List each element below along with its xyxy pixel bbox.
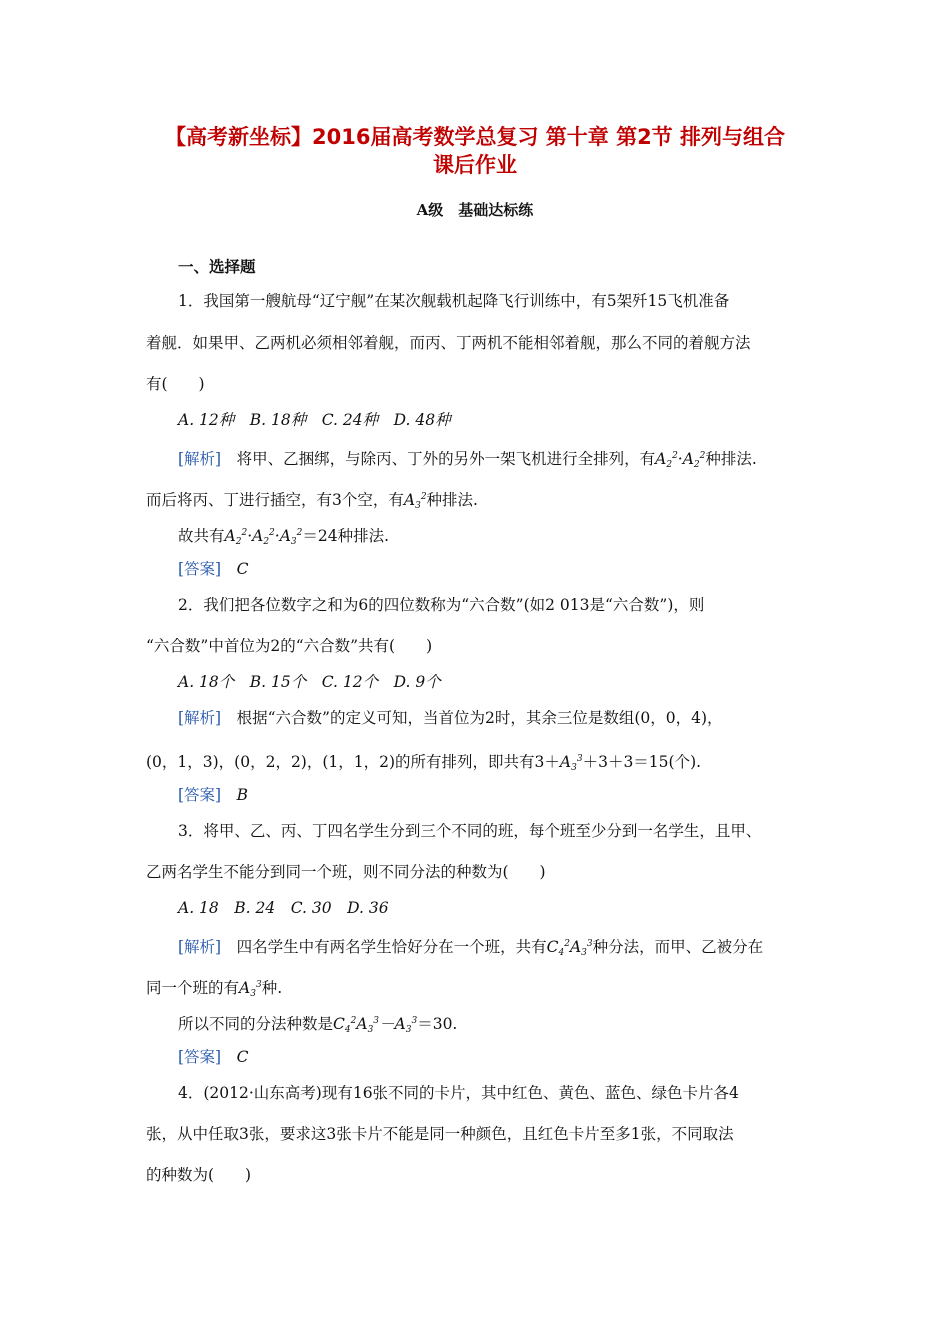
q1-math-a32: $A_3^2$ [403, 491, 427, 511]
q1-analysis-line3 [178, 522, 389, 553]
q2-analysis2-tail: ＋3＋3＝15(个). [582, 753, 702, 771]
q3-options: A. 18 B. 24 C. 30 D. 36 [178, 899, 389, 917]
q1-answer-value: C [236, 560, 249, 578]
q3-analysis-line3 [178, 1010, 457, 1041]
q3-analysis-line1 [178, 933, 763, 964]
q2-line2: “六合数”中首位为2的“六合数”共有( ) [146, 637, 433, 655]
q2-options: A. 18个 B. 15个 C. 12个 D. 9个 [178, 673, 441, 691]
q1-analysis2-tail: 种排法. [426, 491, 478, 509]
q2-analysis-line1 [178, 707, 723, 729]
q1-analysis2-text: 而后将丙、丁进行插空，有3个空，有 [146, 491, 404, 509]
answer-tag: [答案] [178, 786, 222, 804]
analysis-tag: [解析] [178, 709, 222, 727]
q2-answer-value: B [236, 786, 249, 804]
q3-analysis2-tail: 种. [261, 979, 283, 997]
q3-analysis3-tail: ＝30. [417, 1015, 458, 1033]
q3-analysis-tail: 种分法，而甲、乙被分在 [592, 938, 764, 956]
q2-analysis-line2 [146, 748, 701, 779]
q1-analysis3-text: 故共有 [178, 527, 225, 545]
q1-analysis-line1 [178, 445, 757, 476]
q3-analysis3-text: 所以不同的分法种数是 [178, 1015, 334, 1033]
q1-analysis-text: 将甲、乙捆绑，与除丙、丁外的另外一架飞机进行全排列，有 [221, 450, 656, 468]
q3-line2: 乙两名学生不能分到同一个班，则不同分法的种数为( ) [146, 863, 546, 881]
q1-answer [178, 558, 249, 580]
q2-analysis2-text: (0，1，3)，(0，2，2)，(1，1，2)的所有排列，即共有3＋ [146, 753, 560, 771]
q2-analysis-text: 根据“六合数”的定义可知，当首位为2时，其余三位是数组(0，0，4)， [221, 709, 723, 727]
q3-analysis-line2 [146, 974, 282, 1005]
q1-math-product: $A_2^2\cdot A_2^2\cdot A_3^2$ [224, 527, 303, 547]
doc-title-line1: 【高考新坐标】2016届高考数学总复习 第十章 第2节 排列与组合 [165, 125, 785, 149]
q3-analysis-text: 四名学生中有两名学生恰好分在一个班，共有 [221, 938, 547, 956]
q3-analysis2-text: 同一个班的有 [146, 979, 240, 997]
q4-line3: 的种数为( ) [146, 1166, 252, 1184]
q3-answer-value: C [236, 1048, 249, 1066]
doc-title-line2: 课后作业 [433, 153, 517, 177]
q1-analysis-line2 [146, 486, 478, 517]
q1-math-a22-a22: $A_2^2\cdot A_2^2$ [655, 450, 706, 470]
q3-line1: 3．将甲、乙、丙、丁四名学生分到三个不同的班，每个班至少分到一名学生，且甲、 [178, 822, 762, 840]
q3-math-c42a33: $C_4^2A_3^3$ [546, 938, 593, 958]
section-title: 一、选择题 [178, 257, 256, 276]
q1-options: A. 12种 B. 18种 C. 24种 D. 48种 [178, 411, 451, 429]
q1-line2: 着舰．如果甲、乙两机必须相邻着舰，而丙、丁两机不能相邻着舰，那么不同的着舰方法 [146, 334, 751, 352]
q3-math-a33: $A_3^3$ [239, 979, 262, 999]
analysis-tag: [解析] [178, 938, 222, 956]
answer-tag: [答案] [178, 1048, 222, 1066]
q2-line1: 2．我们把各位数字之和为6的四位数称为“六合数”(如2 013是“六合数”)，则 [178, 596, 705, 614]
q4-line2: 张，从中任取3张，要求这3张卡片不能是同一种颜色，且红色卡片至多1张，不同取法 [146, 1125, 734, 1143]
q1-line3: 有( ) [146, 375, 205, 393]
level-heading: A级 基础达标练 [416, 201, 534, 219]
q2-answer [178, 784, 248, 806]
answer-tag: [答案] [178, 560, 222, 578]
q1-line1: 1．我国第一艘航母“辽宁舰”在某次舰载机起降飞行训练中，有5架歼15飞机准备 [178, 292, 730, 310]
q3-math-expression: $C_4^2A_3^3-A_3^3$ [333, 1015, 418, 1035]
q2-math-a33: $A_3^3$ [559, 753, 583, 773]
q1-analysis-tail: 种排法. [705, 450, 757, 468]
q1-analysis3-tail: ＝24种排法. [302, 527, 390, 545]
q3-answer [178, 1046, 249, 1068]
analysis-tag: [解析] [178, 450, 222, 468]
q4-line1: 4．(2012·山东高考)现有16张不同的卡片，其中红色、黄色、蓝色、绿色卡片各4 [178, 1084, 739, 1102]
